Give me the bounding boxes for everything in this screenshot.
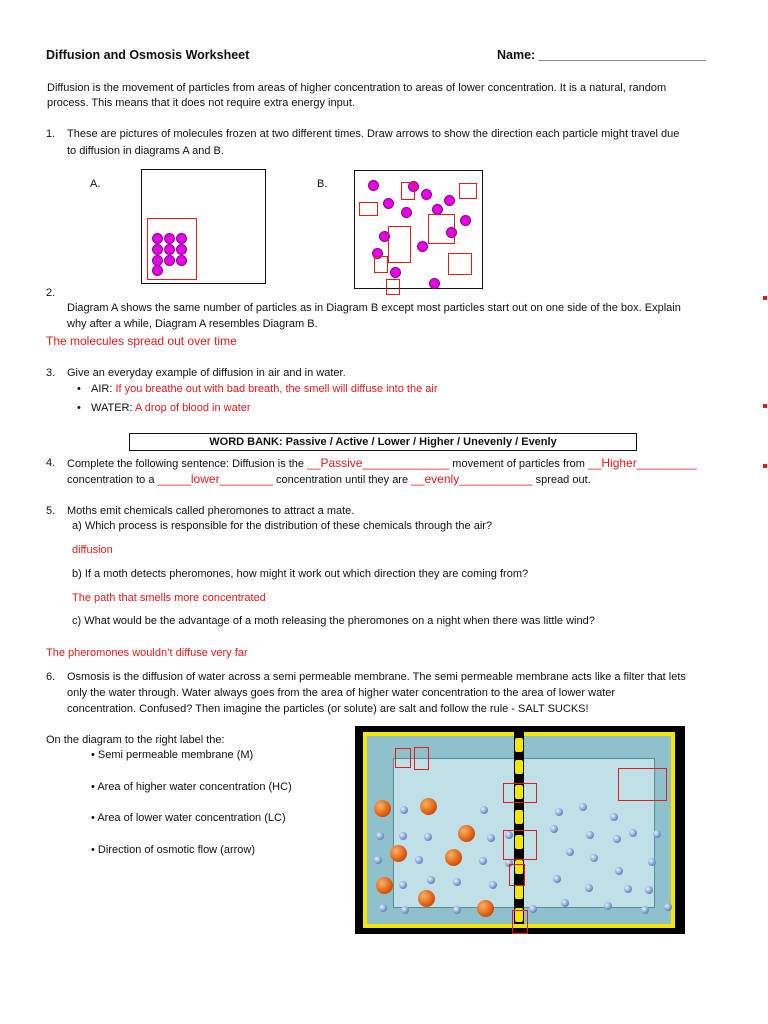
q5a-question: a) Which process is responsible for the distribution of these chemicals through the air? [72, 520, 493, 532]
q3-air-item [91, 381, 438, 397]
q5b-question: b) If a moth detects pheromones, how might it work out which direction they are coming from? [72, 568, 529, 580]
q3-water-answer[interactable]: A drop of blood in water [135, 402, 251, 414]
q6-number: 6. [46, 671, 56, 683]
water-particle [585, 884, 593, 892]
water-particle [566, 848, 574, 856]
q6-item-4-text: Direction of osmotic flow (arrow) [97, 844, 256, 856]
q3-air-answer[interactable]: If you breathe out with bad breath, the smell will diffuse into the air [115, 383, 438, 395]
q4-line-2 [67, 471, 591, 488]
water-particle [489, 881, 497, 889]
water-particle [400, 806, 408, 814]
water-particle [629, 829, 637, 837]
semi-permeable-membrane [514, 730, 524, 924]
q6-item-2-text: Area of higher water concentration (HC) [97, 781, 292, 793]
worksheet-title: Diffusion and Osmosis Worksheet [46, 48, 250, 62]
osmosis-diagram [355, 726, 685, 934]
label-box[interactable] [509, 864, 525, 886]
water-particle [586, 831, 594, 839]
water-particle [550, 825, 558, 833]
answer-box [401, 182, 415, 200]
intro-line-2: process. This means that it does not require extra energy input. [47, 97, 355, 109]
q6-item-2: • Area of higher water concentration (HC) [91, 781, 292, 793]
water-particle [645, 886, 653, 894]
diagram-a-box [141, 169, 266, 284]
name-field[interactable]: Name: ________________________ [497, 48, 706, 62]
solute-particle [374, 800, 391, 817]
q2-answer[interactable]: The molecules spread out over time [46, 334, 237, 348]
q4-line-1 [67, 455, 697, 472]
margin-mark [763, 404, 767, 408]
q6-item-3: • Area of lower water concentration (LC) [91, 812, 286, 824]
water-particle [604, 902, 612, 910]
water-particle [399, 832, 407, 840]
molecule [460, 215, 471, 226]
q4-answer-passive[interactable]: __Passive_____________ [307, 456, 450, 470]
intro-line-1: Diffusion is the movement of particles from areas of higher concentration to areas of lower concentration. It is a natural, random [47, 82, 667, 94]
q2-line-2: why after a while, Diagram A resembles Diagram B. [67, 318, 318, 330]
water-particle [479, 857, 487, 865]
water-particle [379, 904, 387, 912]
molecule [152, 244, 163, 255]
q4-text-5: spread out. [532, 474, 591, 486]
answer-box [388, 226, 411, 263]
word-bank: WORD BANK: Passive / Active / Lower / Higher / Unevenly / Evenly [129, 433, 637, 451]
q4-answer-lower[interactable]: _____lower________ [157, 472, 273, 486]
diagram-a-label: A. [90, 178, 101, 190]
solute-particle [477, 900, 494, 917]
q3-water-item [91, 400, 251, 416]
molecule [176, 233, 187, 244]
q6-line-3: concentration. Confused? Then imagine the particles (or solute) are salt and follow the rule - SALT SUCKS! [67, 703, 589, 715]
q5-number: 5. [46, 505, 56, 517]
water-particle [399, 881, 407, 889]
water-particle [561, 899, 569, 907]
q4-text-2: movement of particles from [449, 458, 589, 470]
molecule [401, 207, 412, 218]
molecule [164, 233, 175, 244]
solute-particle [445, 849, 462, 866]
water-particle [453, 906, 461, 914]
molecule [152, 233, 163, 244]
water-particle [401, 906, 409, 914]
water-particle [529, 905, 537, 913]
label-box[interactable] [503, 830, 537, 860]
molecule [429, 278, 440, 289]
molecule [176, 255, 187, 266]
answer-box [428, 214, 455, 244]
answer-box [359, 202, 378, 216]
water-particle [648, 858, 656, 866]
molecule [444, 195, 455, 206]
q1-line-2: to diffusion in diagrams A and B. [67, 145, 224, 157]
molecule [368, 180, 379, 191]
diagram-b-box [354, 170, 483, 289]
q6-item-4: • Direction of osmotic flow (arrow) [91, 844, 256, 856]
label-box[interactable] [512, 910, 528, 934]
solute-particle [420, 798, 437, 815]
answer-box [386, 279, 400, 295]
q4-answer-evenly[interactable]: __evenly___________ [411, 472, 533, 486]
q2-line-1: Diagram A shows the same number of particles as in Diagram B except most particles start out on one side of the box. Explain [67, 302, 681, 314]
water-particle [664, 903, 672, 911]
molecule [176, 244, 187, 255]
solute-particle [418, 890, 435, 907]
solute-particle [390, 845, 407, 862]
water-particle [487, 834, 495, 842]
molecule [390, 267, 401, 278]
answer-box [374, 256, 388, 273]
q6-item-1: • Semi permeable membrane (M) [91, 749, 254, 761]
q1-line-1: These are pictures of molecules frozen at two different times. Draw arrows to show the direction each particle might travel due [67, 128, 680, 140]
water-particle [427, 876, 435, 884]
diagram-b-label: B. [317, 178, 328, 190]
q3-number: 3. [46, 367, 56, 379]
membrane-pore [515, 738, 523, 752]
molecule [383, 198, 394, 209]
water-particle [615, 867, 623, 875]
molecule [417, 241, 428, 252]
membrane-pore [515, 885, 523, 899]
q4-text-1: Complete the following sentence: Diffusion is the [67, 458, 308, 470]
answer-box [459, 183, 477, 199]
margin-mark [763, 464, 767, 468]
water-particle [624, 885, 632, 893]
water-particle [653, 830, 661, 838]
label-box[interactable] [503, 783, 537, 803]
answer-box [448, 253, 472, 275]
water-particle [613, 835, 621, 843]
label-box[interactable] [618, 768, 667, 801]
q4-text-4: concentration until they are [272, 474, 412, 486]
q5c-question: c) What would be the advantage of a moth releasing the pheromones on a night when there was little wind? [72, 615, 595, 627]
q6-label-intro: On the diagram to the right label the: [46, 734, 225, 746]
solute-particle [458, 825, 475, 842]
water-particle [610, 813, 618, 821]
water-particle [590, 854, 598, 862]
q3-question: Give an everyday example of diffusion in air and in water. [67, 367, 346, 379]
q3-water-label: WATER: [91, 402, 135, 414]
water-particle [553, 875, 561, 883]
solute-particle [376, 877, 393, 894]
q4-text-3: concentration to a [67, 474, 158, 486]
membrane-pore [515, 760, 523, 774]
membrane-pore [515, 810, 523, 824]
q5a-answer[interactable]: diffusion [72, 544, 113, 556]
q2-number: 2. [46, 287, 56, 299]
q5b-answer[interactable]: The path that smells more concentrated [72, 592, 266, 604]
label-box[interactable] [414, 747, 429, 770]
molecule [152, 265, 163, 276]
q4-number: 4. [46, 457, 56, 469]
water-particle [555, 808, 563, 816]
q6-line-2: only the water through. Water always goes from the area of higher water concentration to the area of lower water [67, 687, 616, 699]
q1-number: 1. [46, 128, 56, 140]
q6-item-3-text: Area of lower water concentration (LC) [97, 812, 286, 824]
q6-line-1: Osmosis is the diffusion of water across a semi permeable membrane. The semi permeable membrane acts like a filter that lets [67, 671, 686, 683]
q5-intro: Moths emit chemicals called pheromones to attract a mate. [67, 505, 355, 517]
molecule [421, 189, 432, 200]
q3-air-label: AIR: [91, 383, 116, 395]
label-box[interactable] [395, 748, 411, 768]
water-particle [424, 833, 432, 841]
water-particle [641, 906, 649, 914]
q4-answer-higher[interactable]: __Higher_________ [588, 456, 697, 470]
water-particle [415, 856, 423, 864]
water-particle [579, 803, 587, 811]
water-particle [376, 832, 384, 840]
water-particle [453, 878, 461, 886]
molecule [164, 255, 175, 266]
water-particle [480, 806, 488, 814]
q5c-answer[interactable]: The pheromones wouldn’t diffuse very far [46, 647, 248, 659]
q6-item-1-text: Semi permeable membrane (M) [97, 749, 254, 761]
margin-mark [763, 296, 767, 300]
water-particle [374, 856, 382, 864]
molecule [164, 244, 175, 255]
